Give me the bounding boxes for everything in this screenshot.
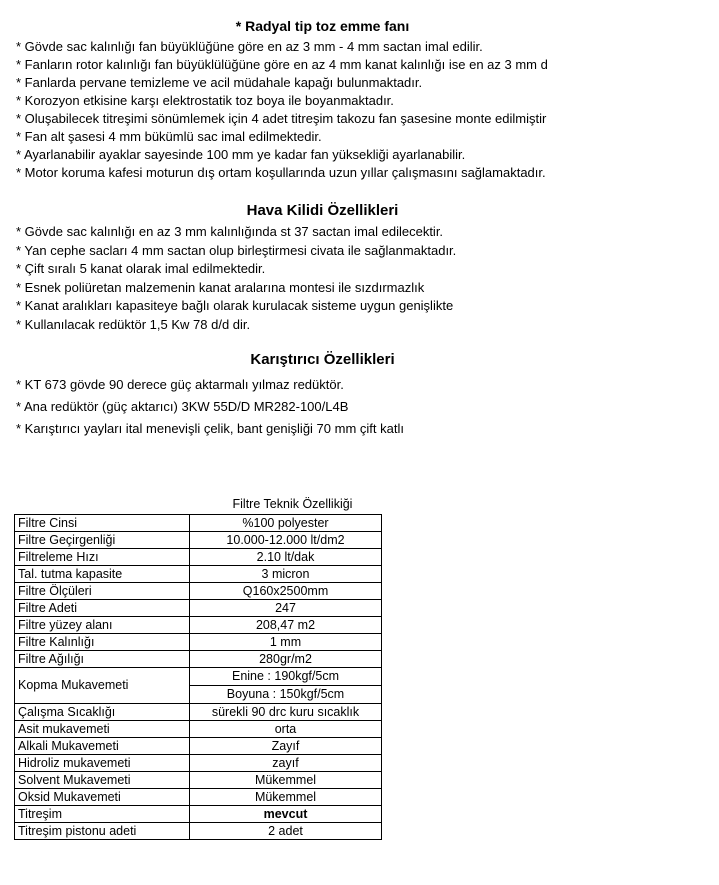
list-item: * Gövde sac kalınlığı fan büyüklüğüne göre en az 3 mm - 4 mm sactan imal edilir. (16, 39, 483, 54)
row-label: Titreşim (15, 806, 190, 823)
table-row (15, 704, 382, 721)
row-value: orta (190, 721, 382, 738)
list-item: * Kullanılacak redüktör 1,5 Kw 78 d/d dir. (16, 316, 251, 332)
row-label: Çalışma Sıcaklığı (15, 704, 190, 721)
row-label: Oksid Mukavemeti (15, 789, 190, 806)
row-label: Filtre Kalınlığı (15, 634, 190, 651)
list-item: * Esnek poliüretan malzemenin kanat aralarına montesi ile sızdırmazlık (16, 279, 425, 295)
table-row (15, 806, 382, 823)
row-value: 1 mm (190, 634, 382, 651)
list-item: * Motor koruma kafesi moturun dış ortam koşullarında uzun yıllar çalışmasını sağlamaktadır. (16, 165, 546, 180)
row-value: Mükemmel (190, 789, 382, 806)
list-item: * Fan alt şasesi 4 mm bükümlü sac imal edilmektedir. (16, 129, 322, 144)
row-value-split (190, 668, 382, 704)
row-label: Filtreleme Hızı (15, 549, 190, 566)
list-item: * Çift sıralı 5 kanat olarak imal edilmektedir. (16, 261, 266, 276)
list-item: * KT 673 gövde 90 derece güç aktarmalı yılmaz redüktör. (16, 377, 344, 392)
row-value: sürekli 90 drc kuru sıcaklık (190, 704, 382, 721)
filter-table-caption: Filtre Teknik Özellikiği (232, 497, 353, 511)
row-value: 10.000-12.000 lt/dm2 (190, 532, 382, 549)
table-row (15, 566, 382, 583)
list-item: * Ayarlanabilir ayaklar sayesinde 100 mm ye kadar fan yüksekliği ayarlanabilir. (16, 147, 466, 162)
table-row (15, 823, 382, 840)
table-row (15, 789, 382, 806)
row-value: Mükemmel (190, 772, 382, 789)
row-value-secondary: Boyuna : 150kgf/5cm (190, 685, 381, 703)
list-item: * Ana redüktör (güç aktarıcı) 3KW 55D/D MR282-100/L4B (16, 399, 349, 414)
filter-spec-table (14, 514, 382, 840)
row-value: 247 (190, 600, 382, 617)
table-row (15, 721, 382, 738)
table-row (15, 634, 382, 651)
section-title-mixer: Karıştırıcı Özellikleri (250, 351, 395, 368)
table-row (15, 651, 382, 668)
row-value: Q160x2500mm (190, 583, 382, 600)
row-label: Asit mukavemeti (15, 721, 190, 738)
row-label: Hidroliz mukavemeti (15, 755, 190, 772)
row-value: 2.10 lt/dak (190, 549, 382, 566)
row-label: Kopma Mukavemeti (15, 668, 190, 704)
table-row (15, 515, 382, 532)
row-label: Alkali Mukavemeti (15, 738, 190, 755)
list-item: * Oluşabilecek titreşimi sönümlemek için 4 adet titreşim takozu fan şasesine monte edilmiştir (16, 111, 547, 126)
row-value: 208,47 m2 (190, 617, 382, 634)
radial-fan-feature-list (16, 38, 706, 182)
row-value: zayıf (190, 755, 382, 772)
table-row (15, 617, 382, 634)
row-label: Filtre Geçirgenliği (15, 532, 190, 549)
row-label: Tal. tutma kapasite (15, 566, 190, 583)
row-value: mevcut (190, 806, 382, 823)
list-item: * Gövde sac kalınlığı en az 3 mm kalınlığında st 37 sactan imal edilecektir. (16, 224, 444, 239)
list-item: * Korozyon etkisine karşı elektrostatik toz boya ile boyanmaktadır. (16, 93, 394, 108)
row-value: 2 adet (190, 823, 382, 840)
row-label: Filtre Cinsi (15, 515, 190, 532)
row-value: %100 polyester (190, 515, 382, 532)
row-label: Solvent Mukavemeti (15, 772, 190, 789)
table-row (15, 549, 382, 566)
mixer-feature-list (16, 374, 706, 440)
table-row (15, 755, 382, 772)
section-title-radial-fan: * Radyal tip toz emme fanı (235, 18, 410, 34)
airlock-feature-list (16, 223, 706, 334)
row-value: 280gr/m2 (190, 651, 382, 668)
list-item: * Karıştırıcı yayları ital menevişli çelik, bant genişliği 70 mm çift katlı (16, 421, 404, 436)
row-label: Filtre Adeti (15, 600, 190, 617)
row-value: Enine : 190kgf/5cm (231, 669, 339, 683)
table-row (15, 583, 382, 600)
table-row (15, 772, 382, 789)
row-label: Filtre Ağılığı (15, 651, 190, 668)
list-item: * Kanat aralıkları kapasiteye bağlı olarak kurulacak sisteme uygun genişlikte (16, 298, 454, 313)
table-row (15, 532, 382, 549)
row-label: Filtre Ölçüleri (15, 583, 190, 600)
list-item: * Fanların rotor kalınlığı fan büyüklülüğüne göre en az 4 mm kanat kalınlığı ise en az 3 mm d (16, 57, 548, 72)
list-item: * Fanlarda pervane temizleme ve acil müdahale kapağı bulunmaktadır. (16, 75, 423, 90)
row-value: Zayıf (190, 738, 382, 755)
table-row (15, 668, 382, 704)
list-item: * Yan cephe sacları 4 mm sactan olup birleştirmesi civata ile sağlanmaktadır. (16, 242, 457, 258)
row-value: 3 micron (190, 566, 382, 583)
section-title-airlock: Hava Kilidi Özellikleri (246, 202, 399, 219)
table-row (15, 738, 382, 755)
table-row (15, 600, 382, 617)
row-label: Filtre yüzey alanı (15, 617, 190, 634)
row-label: Titreşim pistonu adeti (15, 823, 190, 840)
